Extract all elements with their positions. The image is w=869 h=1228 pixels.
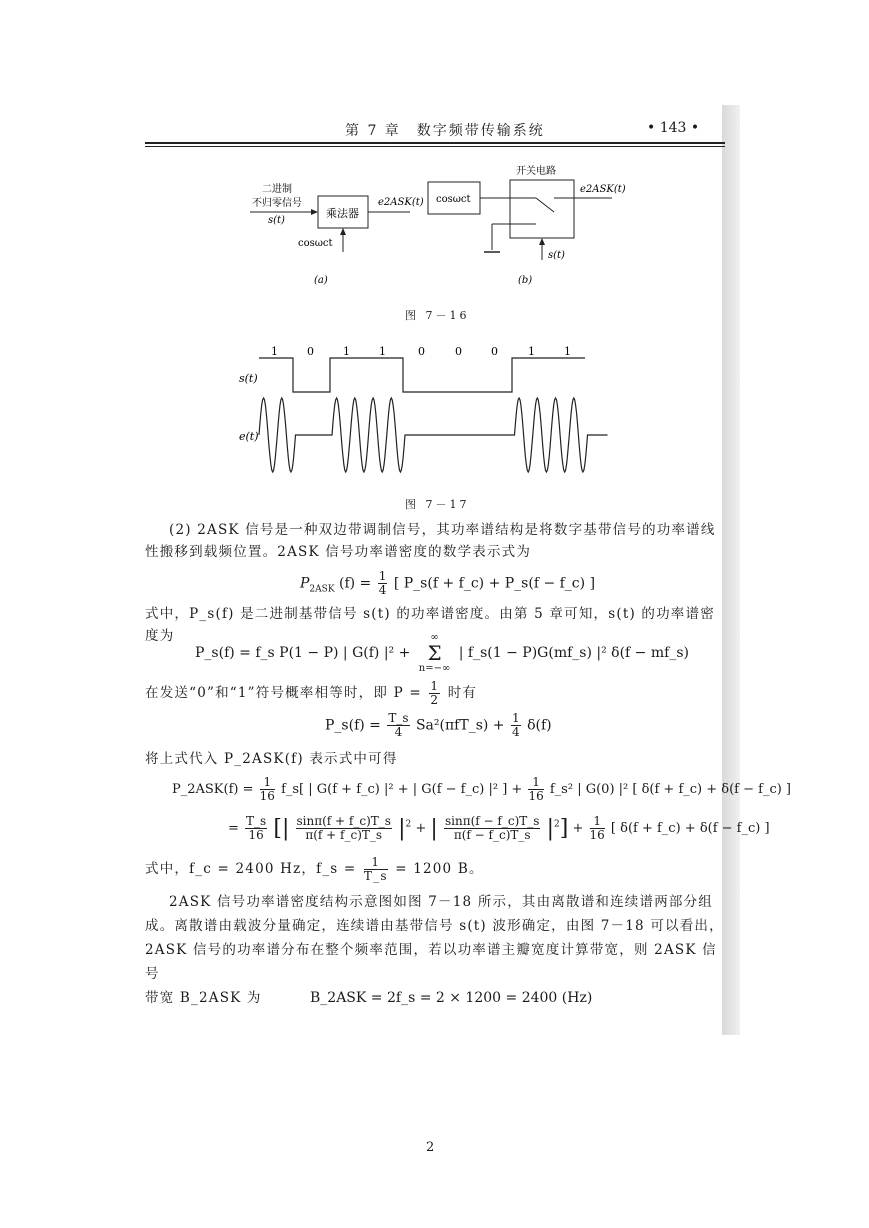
eq1-num: 1 xyxy=(378,569,387,583)
fig16a-output-label: e2ASK(t) xyxy=(378,197,424,208)
fig16b-switch-label: 开关电路 xyxy=(516,166,556,177)
paragraph-1-line-2: 性搬移到载频位置。2ASK 信号功率谱密度的数学表示式为 xyxy=(145,544,532,560)
fig16b-carrier-label: cosωct xyxy=(436,194,471,205)
header-rule-thick xyxy=(145,142,725,144)
paragraph-5-text: 式中，f_c = 2400 Hz，f_s = xyxy=(145,861,357,877)
paragraph-5 xyxy=(145,856,725,883)
equation-2 xyxy=(195,632,689,674)
eq5-bracket-open: [| xyxy=(273,816,290,841)
paragraph-1-line-1: (2) 2ASK 信号是一种双边带调制信号，其功率谱结构是将数字基带信号的功率谱线 xyxy=(169,522,716,538)
paragraph-4: 将上式代入 P_2ASK(f) 表示式中可得 xyxy=(145,751,398,767)
eq2-head: P_s(f) = f_s P(1 − P) | G(f) |² + xyxy=(195,645,411,661)
equation-1 xyxy=(300,570,595,597)
eq5-a-den: π(f + f_c)T_s xyxy=(305,828,383,842)
eq4-fraction-1 xyxy=(260,776,275,803)
paragraph-5-tail: = 1200 B。 xyxy=(395,861,484,877)
equation-6: B_2ASK = 2f_s = 2 × 1200 = 2400 (Hz) xyxy=(310,990,593,1006)
eq5-n1: T_s xyxy=(246,814,267,828)
paragraph-6-line-2: 成。离散谱由载波分量确定，连续谱由基带信号 s(t) 波形确定，由图 7－18 可以看出， xyxy=(145,918,724,934)
eq3-fraction-1 xyxy=(387,712,409,739)
header-page-number: • 143 • xyxy=(647,120,700,136)
eq3-den: 4 xyxy=(394,725,403,739)
paragraph-6-line-3: 2ASK 信号的功率谱分布在整个频率范围，若以功率谱主瓣宽度计算带宽，则 2ASK 信号 xyxy=(145,942,717,982)
eq3-den2: 4 xyxy=(511,725,520,739)
figure-7-16-caption: 图 7－16 xyxy=(405,309,470,322)
p5-den: T_s xyxy=(363,869,388,883)
fig16a-input-signal: s(t) xyxy=(268,215,285,226)
fig16a-sublabel: (a) xyxy=(314,275,328,286)
eq2-summation xyxy=(419,632,451,674)
eq4-mid: f_s[ | G(f + f_c) |² + | G(f − f_c) |² ] + xyxy=(281,782,523,797)
eq2-sigma: Σ xyxy=(427,641,442,665)
eq5-d1: 16 xyxy=(248,828,264,842)
eq5-b-num: sinπ(f − f_c)T_s xyxy=(444,814,540,828)
p3-fraction xyxy=(429,680,440,707)
eq3-num2: 1 xyxy=(511,711,520,725)
fig16a-input-label-1: 二进制 xyxy=(262,184,292,195)
eq4-d1: 16 xyxy=(259,789,275,803)
eq3-tail: δ(f) xyxy=(527,717,552,734)
fig16b-switch-blade xyxy=(536,198,554,212)
eq3-fraction-2 xyxy=(511,712,521,739)
bit-label: 0 xyxy=(307,345,314,358)
eq5-fraction-a xyxy=(296,815,392,842)
eq5-fraction-b xyxy=(444,815,540,842)
eq1-sub: 2ASK xyxy=(309,584,335,595)
bit-label: 1 xyxy=(379,345,386,358)
eq5-abs-2: | xyxy=(430,816,438,841)
p3-num: 1 xyxy=(430,679,440,693)
eq5-d2: 16 xyxy=(589,828,605,842)
bit-label: 1 xyxy=(528,345,535,358)
fig16a-carrier-arrowhead xyxy=(340,228,346,235)
eq3-lhs: P_s(f) = xyxy=(325,717,381,734)
eq5-tail: [ δ(f + f_c) + δ(f − f_c) ] xyxy=(610,821,770,836)
eq1-fraction xyxy=(378,570,388,597)
eq4-tail: f_s² | G(0) |² [ δ(f + f_c) + δ(f − f_c) ] xyxy=(549,782,791,797)
eq3-mid: Sa²(πfT_s) + xyxy=(415,717,505,734)
figure-7-17 xyxy=(235,340,635,480)
footer-page-number: 2 xyxy=(426,1140,435,1155)
p5-fraction xyxy=(364,856,388,883)
eq5-lhs: = xyxy=(228,821,239,836)
eq4-n1: 1 xyxy=(260,776,275,790)
eq5-abs-1: | xyxy=(398,816,406,841)
eq5-n2: 1 xyxy=(590,815,605,829)
eq5-bracket-close: | xyxy=(546,816,554,841)
bit-label: 1 xyxy=(271,345,278,358)
eq2-sum-bottom: n=−∞ xyxy=(418,663,451,674)
e-t-label: e(t) xyxy=(239,430,259,443)
fig16a-carrier-label: cosωct xyxy=(298,238,333,249)
s-t-label: s(t) xyxy=(239,372,258,385)
fig16b-control-arrowhead xyxy=(539,238,545,245)
eq4-fraction-2 xyxy=(528,776,543,803)
paragraph-6-line-4: 带宽 B_2ASK 为 xyxy=(145,990,262,1006)
bit-label: 1 xyxy=(564,345,571,358)
eq4-n2: 1 xyxy=(528,776,543,790)
bit-label: 1 xyxy=(343,345,350,358)
fig16b-switch-box xyxy=(510,180,574,238)
fig16b-control-label: s(t) xyxy=(548,250,565,261)
eq1-den: 4 xyxy=(378,583,387,597)
eq5-fraction-1 xyxy=(245,815,267,842)
paragraph-6-line-1: 2ASK 信号功率谱密度结构示意图如图 7－18 所示，其由离散谱和连续谱两部分组 xyxy=(169,894,714,910)
p5-num: 1 xyxy=(364,856,388,870)
eq5-b-den: π(f − f_c)T_s xyxy=(453,828,531,842)
bit-label: 0 xyxy=(455,345,462,358)
eq1-lhs: P xyxy=(300,575,310,592)
fig16a-input-arrowhead xyxy=(311,209,318,215)
eq5-fraction-2 xyxy=(590,815,605,842)
eq4-d2: 16 xyxy=(528,789,544,803)
paragraph-2-prefix: 式中， xyxy=(145,606,190,622)
bit-labels xyxy=(271,345,571,358)
ask-waveform xyxy=(259,398,608,472)
bit-label: 0 xyxy=(491,345,498,358)
eq5-a-num: sinπ(f + f_c)T_s xyxy=(296,814,391,828)
eq1-args: (f) = xyxy=(339,575,372,592)
eq1-rhs: [ P_s(f + f_c) + P_s(f − f_c) ] xyxy=(393,575,596,592)
p3-den: 2 xyxy=(430,693,440,707)
fig16a-input-label-2: 不归零信号 xyxy=(252,198,302,209)
fig16b-output-label: e2ASK(t) xyxy=(580,184,626,195)
fig16a-block-label: 乘法器 xyxy=(326,207,359,220)
figure-7-16 xyxy=(240,160,640,300)
paragraph-1 xyxy=(145,519,725,563)
baseband-waveform xyxy=(259,358,585,392)
bit-label: 0 xyxy=(418,345,425,358)
eq3-num: T_s xyxy=(388,711,409,725)
paragraph-2-body: P_s(f) 是二进制基带信号 s(t) 的功率谱密度。由第 5 章可知，s(t) 的功率谱密度为 xyxy=(145,606,715,644)
header-rule-thin xyxy=(145,146,725,147)
paragraph-3-tail: 时有 xyxy=(447,685,478,701)
eq2-sum-top: ∞ xyxy=(430,632,439,643)
eq2-tail: | f_s(1 − P)G(mf_s) |² δ(f − mf_s) xyxy=(458,645,689,661)
equation-5: = $\frac{T\_s}{16}$ [| $\frac{\sin\pi(f + f\_c)T\_s}{\pi(f + f\_c)T\_s}$ $|^2$ + | $\frac{\sin\pi(f - f\_c)T\_s}{\pi(f - f\_c)T\_s}$ $|^2$] + $\frac{1}{16}$ [ δ(f + f_c) + δ(f − f_c) ] xyxy=(228,814,770,842)
equation-4 xyxy=(172,776,791,803)
paragraph-3 xyxy=(145,680,725,707)
equation-3 xyxy=(325,712,552,739)
figure-7-17-caption: 图 7－17 xyxy=(405,498,470,511)
chapter-title: 第 7 章 数字频带传输系统 xyxy=(345,123,545,139)
fig16b-sublabel: (b) xyxy=(518,275,533,286)
eq4-lhs: P_2ASK(f) = xyxy=(172,782,254,797)
paragraph-3-text: 在发送“0”和“1”符号概率相等时，即 P = xyxy=(145,685,422,701)
